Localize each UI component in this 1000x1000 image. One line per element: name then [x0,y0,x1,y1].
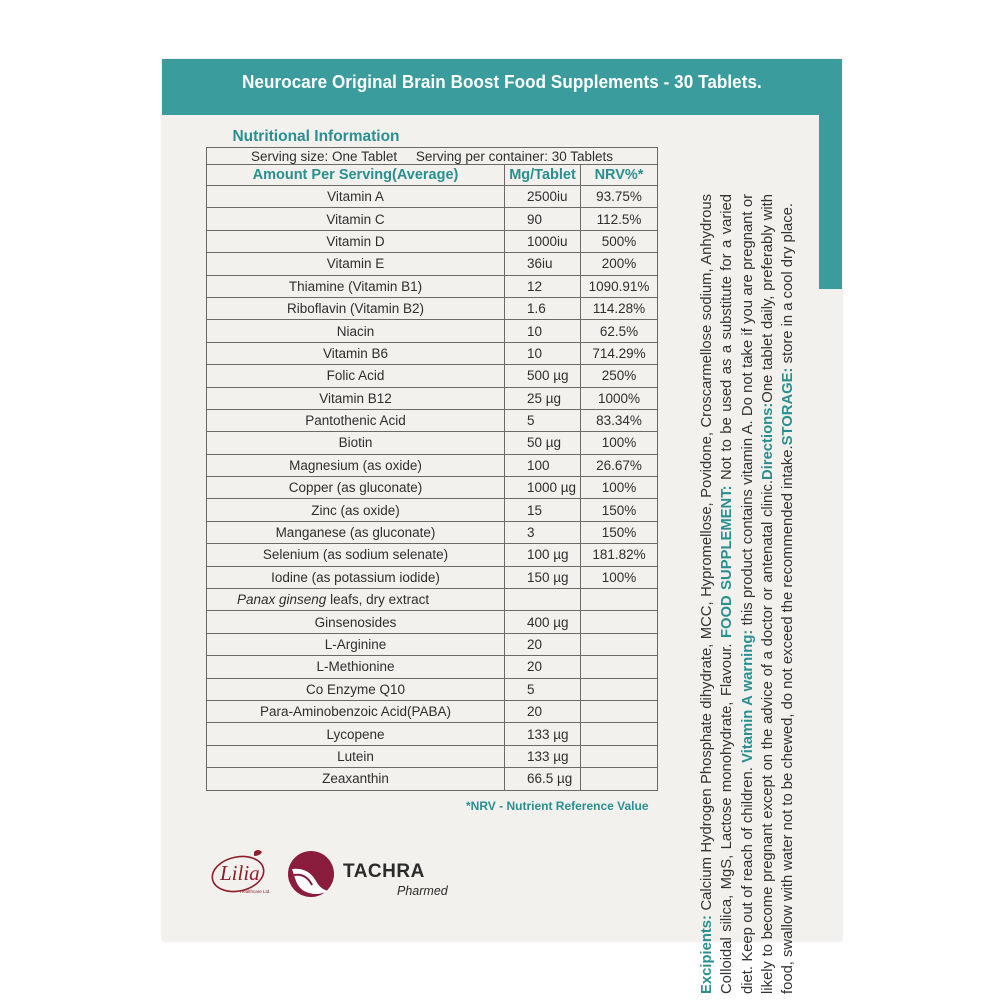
nutrition-title: Nutritional Information [232,128,400,145]
nutrient-name-italic: Panax ginseng [237,592,327,608]
nutrient-amount: 20 [505,633,581,655]
nutrient-nrv: 1000% [581,387,658,409]
lilia-wordmark: Lilia [220,861,260,885]
nutrient-nrv: 100% [581,566,658,588]
nutrient-amount: 5 [505,678,581,700]
nutrient-amount: 20 [505,700,581,722]
nutrient-amount [505,589,581,611]
nutrient-nrv: 112.5% [581,208,658,230]
serving-size: Serving size: One Tablet [251,148,398,164]
nutrient-amount: 1000 µg [505,477,581,499]
nutrient-row [207,454,658,476]
nutrient-amount: 150 µg [505,566,581,588]
nutrient-name: Vitamin B6 [207,342,505,364]
nutrient-row [207,656,658,678]
nutrient-amount: 500 µg [505,365,581,387]
nutrient-nrv: 26.67% [581,454,658,476]
vitamin-a-warning-text: this product contains vitamin A. Do not take if you are pregnant or likely to become pregnant except on the advice of a doctor or antenatal clinic. [739,193,776,994]
side-label-text [697,194,847,994]
nutrient-name-rest: leafs, dry extract [326,592,430,608]
nutrient-nrv: 100% [581,432,658,454]
nutrient-nrv: 83.34% [581,409,658,431]
column-header-nrv: NRV%* [581,165,658,186]
nutrient-nrv [581,656,658,678]
nutrient-name: Zinc (as oxide) [207,499,505,521]
nutrient-nrv: 500% [581,230,658,252]
nutrient-nrv [581,745,658,767]
nutrient-nrv [581,678,658,700]
nutrient-name: Lycopene [207,723,505,745]
nutrient-amount: 2500iu [505,186,581,208]
nutrient-row [207,432,658,454]
nutrient-row [207,342,658,364]
nutrient-name: Vitamin A [207,186,505,208]
nutrient-amount: 12 [505,275,581,297]
nutrient-name: Para-Aminobenzoic Acid(PABA) [207,700,505,722]
nutrient-row [207,499,658,521]
nutrient-row [207,611,658,633]
nutrient-name: Folic Acid [207,365,505,387]
nutrient-name: Co Enzyme Q10 [207,678,505,700]
nutrient-name: Ginsenosides [207,611,505,633]
nutrient-nrv: 114.28% [581,297,658,319]
nutrient-name: Vitamin C [207,208,505,230]
nutrient-amount: 90 [505,208,581,230]
serving-row [207,148,658,165]
nutrient-nrv: 93.75% [581,186,658,208]
nutrient-amount: 3 [505,521,581,543]
nutrient-nrv [581,723,658,745]
nutrient-nrv [581,768,658,790]
nutrient-nrv: 1090.91% [581,275,658,297]
product-title: Neurocare Original Brain Boost Food Supplements - 30 Tablets. [242,71,762,92]
nutrient-nrv: 200% [581,253,658,275]
nutrient-row [207,521,658,543]
nutrient-amount: 100 [505,454,581,476]
nutrient-row [207,633,658,655]
nutrient-row [207,745,658,767]
nutrient-row [207,208,658,230]
nutrient-name [207,589,505,611]
nutrient-amount: 133 µg [505,745,581,767]
tachra-subtitle: Pharmed [397,884,448,898]
title-banner [162,59,842,115]
nutrient-name: L-Arginine [207,633,505,655]
food-supplement-text: Not to be used as a substitute for a varied diet. Keep out of reach of children. [719,194,756,994]
nutrient-name: Magnesium (as oxide) [207,454,505,476]
servings-per-container: Serving per container: 30 Tablets [415,148,613,164]
nutrient-nrv [581,611,658,633]
directions-label: Directions: [759,402,776,480]
nutrient-row [207,275,658,297]
nutrient-nrv: 150% [581,499,658,521]
nutrient-amount: 5 [505,409,581,431]
nutrient-amount: 25 µg [505,387,581,409]
nutrient-name: Vitamin D [207,230,505,252]
nutrient-row [207,477,658,499]
nutrient-name: Selenium (as sodium selenate) [207,544,505,566]
nutrient-name: L-Methionine [207,656,505,678]
nutrient-name: Pantothenic Acid [207,409,505,431]
nutrient-amount: 10 [505,342,581,364]
lilia-logo [210,846,272,896]
tachra-name: TACHRA [343,861,425,882]
nutrient-name: Biotin [207,432,505,454]
table-header-row [207,165,658,186]
nutrient-amount: 36iu [505,253,581,275]
nutrient-amount: 20 [505,656,581,678]
excipients-text: Calcium Hydrogen Phosphate dihydrate, MCC, Hypromellose, Povidone, Croscarmellose sodium, Anhydrous Colloidal silica, MgS, Lactose monohydrate, Flavour. [699,194,736,994]
nutrient-row [207,365,658,387]
nutrient-name: Lutein [207,745,505,767]
nutrient-nrv [581,700,658,722]
nutrient-row [207,186,658,208]
nutrient-amount: 1000iu [505,230,581,252]
nutrient-nrv [581,633,658,655]
nutrient-row [207,253,658,275]
column-header-mg: Mg/Tablet [505,165,581,186]
nutrient-name: Iodine (as potassium iodide) [207,566,505,588]
nutrient-amount: 10 [505,320,581,342]
nutrient-row [207,544,658,566]
nutrient-row [207,387,658,409]
food-supplement-label: FOOD SUPPLEMENT: [719,485,736,639]
nutrient-amount: 50 µg [505,432,581,454]
nutrient-row [207,230,658,252]
nutrient-row [207,320,658,342]
nutrient-amount: 66.5 µg [505,768,581,790]
nutrient-name: Vitamin E [207,253,505,275]
nutrient-amount: 100 µg [505,544,581,566]
tachra-logo-icon [286,849,336,899]
nutrient-nrv: 250% [581,365,658,387]
nutrient-name: Niacin [207,320,505,342]
nutrient-name: Thiamine (Vitamin B1) [207,275,505,297]
nutrient-nrv [581,589,658,611]
nutrient-row [207,768,658,790]
nutrient-row [207,409,658,431]
nutrient-nrv: 181.82% [581,544,658,566]
nutrient-row [207,723,658,745]
nrv-footnote: *NRV - Nutrient Reference Value [466,799,649,813]
directions-text: One tablet daily, preferably with food, swallow with water not to be chewed, do not exceed the recommended intake. [759,194,797,994]
nutrient-row [207,678,658,700]
nutrient-nrv: 62.5% [581,320,658,342]
nutrient-amount: 400 µg [505,611,581,633]
nutrient-name: Copper (as gluconate) [207,477,505,499]
nutrient-row [207,700,658,722]
nutrition-table [206,147,658,791]
storage-label: STORAGE: [780,367,797,446]
nutrient-row [207,297,658,319]
nutrient-nrv: 150% [581,521,658,543]
vitamin-a-warning-label: Vitamin A warning: [739,629,756,763]
nutrient-nrv: 714.29% [581,342,658,364]
nutrient-row [207,566,658,588]
nutrient-name: Zeaxanthin [207,768,505,790]
nutrient-amount: 1.6 [505,297,581,319]
excipients-label: Excipients: [699,915,715,994]
lilia-subtext: Healthcare Ltd. [240,889,271,894]
nutrient-name: Riboflavin (Vitamin B2) [207,297,505,319]
nutrient-row [207,589,658,611]
nutrient-amount: 133 µg [505,723,581,745]
nutrient-nrv: 100% [581,477,658,499]
column-header-amount: Amount Per Serving(Average) [207,165,505,186]
nutrient-amount: 15 [505,499,581,521]
nutrient-name: Manganese (as gluconate) [207,521,505,543]
nutrient-name: Vitamin B12 [207,387,505,409]
storage-text: store in a cool dry place. [780,203,797,368]
